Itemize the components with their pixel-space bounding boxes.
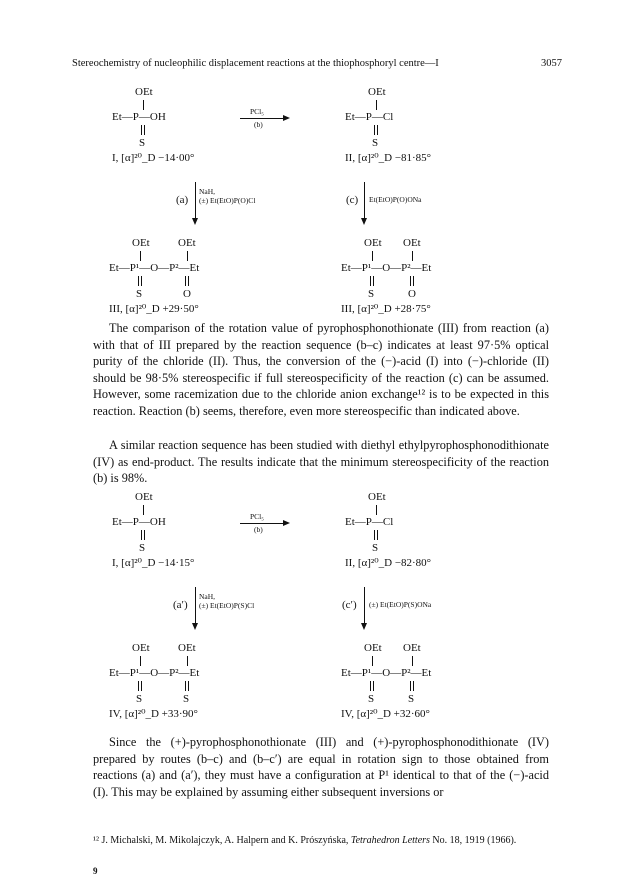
s2-c3-o: S [183,693,190,705]
s2-arrow-a-head [192,623,198,630]
s2-c3-double-bond1 [138,681,142,691]
s1-c3-double-bond2 [185,276,189,286]
s2-c3-oet1: OEt [132,642,150,654]
s1-c3-main: Et—P¹—O—P²—Et [109,262,200,274]
s1-arrow-a [195,182,196,220]
s2-arrow-b-head [283,520,290,526]
s1-c3-oet2: OEt [178,237,196,249]
s2-c1-oet: OEt [135,491,153,503]
s1-arrow-a-top: NaH, [199,187,216,196]
s1-arrow-b-head [283,115,290,121]
s1-c4-s: S [368,288,375,300]
s2-c4-double-bond1 [370,681,374,691]
s2-c4-label: IV, [α]²⁰_D +32·60° [341,708,430,720]
s2-c3-oet2: OEt [178,642,196,654]
s2-c3-bond-up1 [140,656,141,666]
s2-reagent-b-top: PCl₅ [250,512,264,521]
s2-c4-bond-up1 [372,656,373,666]
s2-c2-label: II, [α]²⁰_D −82·80° [345,557,432,569]
s1-c3-double-bond1 [138,276,142,286]
s2-c4-o: S [408,693,415,705]
s2-c4-main: Et—P¹—O—P²—Et [341,667,432,679]
s1-reagent-b-bottom: (b) [254,120,263,129]
s1-c1-oet: OEt [135,86,153,98]
s1-c4-oet2: OEt [403,237,421,249]
s2-arrow-c-label: (c′) [342,599,357,611]
s1-c4-double-bond1 [370,276,374,286]
s1-arrow-a-bottom: (±) Et(EtO)P(O)Cl [199,196,256,205]
s2-c4-s: S [368,693,375,705]
s1-c1-s: S [139,137,146,149]
s2-c3-s: S [136,693,143,705]
s1-c3-label: III, [α]²⁰_D +29·50° [109,303,199,315]
s1-reagent-b-top: PCl₅ [250,107,264,116]
running-title: Stereochemistry of nucleophilic displacement reactions at the thiophosphoryl centre—I [72,58,439,69]
s1-c1-bond-up [143,100,144,110]
s2-c2-s: S [372,542,379,554]
s2-arrow-c [364,587,365,625]
s1-c4-o: O [408,288,416,300]
s1-c2-main: Et—P—Cl [345,111,394,123]
s1-c4-bond-up2 [412,251,413,261]
s1-c2-oet: OEt [368,86,386,98]
page-footer-mark: 9 [93,866,98,876]
s2-c4-bond-up2 [412,656,413,666]
s1-c4-double-bond2 [410,276,414,286]
s1-c2-bond-up [376,100,377,110]
s1-c3-s: S [136,288,143,300]
s2-arrow-c-text: (±) Et(EtO)P(S)ONa [369,600,432,609]
paragraph-3 [93,734,549,800]
s1-arrow-c-label: (c) [346,194,359,206]
s1-c1-main: Et—P—OH [112,111,166,123]
s2-c1-bond-up [143,505,144,515]
s1-arrow-a-label: (a) [176,194,189,206]
running-header [72,58,562,69]
s2-c1-double-bond [141,530,145,540]
s1-c1-double-bond [141,125,145,135]
s1-c4-label: III, [α]²⁰_D +28·75° [341,303,431,315]
s2-arrow-a [195,587,196,625]
s2-arrow-a-top: NaH, [199,592,216,601]
s1-c3-bond-up1 [140,251,141,261]
s1-c3-oet1: OEt [132,237,150,249]
s2-c2-bond-up [376,505,377,515]
s2-reagent-b-bottom: (b) [254,525,263,534]
s2-c1-label: I, [α]²⁰_D −14·15° [112,557,195,569]
s2-c4-oet1: OEt [364,642,382,654]
s1-c2-s: S [372,137,379,149]
footnote-journal: Tetrahedron Letters [350,835,430,846]
s2-c3-bond-up2 [187,656,188,666]
s2-arrow-a-bottom: (±) Et(EtO)P(S)Cl [199,601,255,610]
s2-c1-s: S [139,542,146,554]
s1-c4-bond-up1 [372,251,373,261]
footnote-rest: No. 18, 1919 (1966). [432,835,517,846]
paragraph-1-text: The comparison of the rotation value of pyrophosphonothionate (III) from reaction (a) with that of III prepared by the reaction sequence (b–c) indicates at least 97·5% optical purity of the chloride (II). Thus, the conversion of the (−)-acid (I) into (−)-chloride (II) should be 98·5% stereospecific if full stereospecificity of the reaction (c) can be assumed. However, some racemization due to the chloride anion exchange¹² is to be expected in this reaction. Reaction (b) seems, therefore, even more stereospecific than indicated above. [93,321,549,418]
s1-c2-label: II, [α]²⁰_D −81·85° [345,152,432,164]
footnote-mark: ¹² [93,835,99,846]
s1-c3-bond-up2 [187,251,188,261]
s1-c4-oet1: OEt [364,237,382,249]
s2-c2-double-bond [374,530,378,540]
page-number: 3057 [541,58,562,69]
s1-arrow-c-text: Et(EtO)P(O)ONa [369,195,422,204]
s2-c3-label: IV, [α]²⁰_D +33·90° [109,708,198,720]
s1-c1-label: I, [α]²⁰_D −14·00° [112,152,195,164]
s1-arrow-c [364,182,365,220]
footnote [93,834,549,847]
s1-c4-main: Et—P¹—O—P²—Et [341,262,432,274]
s2-c1-main: Et—P—OH [112,516,166,528]
paragraph-2 [93,437,549,487]
s2-c3-main: Et—P¹—O—P²—Et [109,667,200,679]
s1-arrow-c-head [361,218,367,225]
s2-c4-double-bond2 [410,681,414,691]
paragraph-1 [93,320,549,420]
s2-arrow-c-head [361,623,367,630]
paragraph-3-text: Since the (+)-pyrophosphonothionate (III) and (+)-pyrophosphonodithionate (IV) prepared by routes (b–c) and (b–c′) are equal in rotation sign to those obtained from reactions (a) and (a′), they must have a configuration at P¹ identical to that of the (−)-acid (I). This may be explained by assuming either subsequent inversions or [93,735,549,799]
s2-arrow-a-label: (a′) [173,599,188,611]
s2-c2-main: Et—P—Cl [345,516,394,528]
footnote-authors: J. Michalski, M. Mikolajczyk, A. Halpern and K. Prószyńska, [101,835,349,846]
s1-c2-double-bond [374,125,378,135]
s2-c3-double-bond2 [185,681,189,691]
s1-arrow-a-head [192,218,198,225]
s2-arrow-b [240,523,284,524]
paragraph-2-text: A similar reaction sequence has been studied with diethyl ethylpyrophosphonodithionate (IV) as end-product. The results indicate that the minimum stereospecificity of the reaction (b) is 98%. [93,438,549,486]
s2-c4-oet2: OEt [403,642,421,654]
s2-c2-oet: OEt [368,491,386,503]
s1-arrow-b [240,118,284,119]
s1-c3-o: O [183,288,191,300]
